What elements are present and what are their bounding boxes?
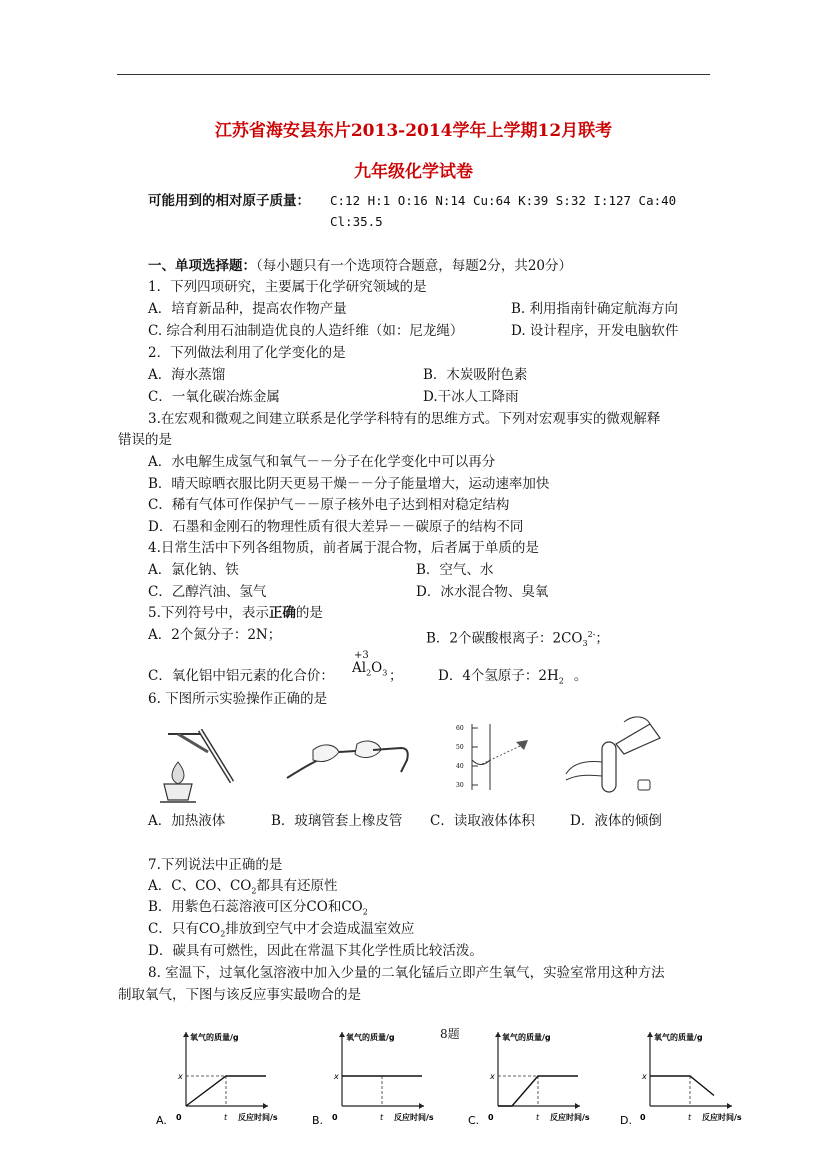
q6-option-d: D．液体的倾倒 bbox=[570, 813, 662, 829]
chart-d-ytick: x bbox=[642, 1072, 647, 1081]
q5-stem-post: 的是 bbox=[295, 605, 323, 621]
chart-c-y-arrow bbox=[495, 1032, 501, 1037]
q5-option-d bbox=[438, 667, 587, 691]
chart-a-option-label: A. bbox=[156, 1114, 167, 1127]
q5-c-formula bbox=[352, 659, 387, 683]
atomic-mass-line2: Cl:35.5 bbox=[330, 214, 383, 229]
q5-stem bbox=[148, 604, 323, 622]
chart-b bbox=[306, 1024, 438, 1136]
chart-a bbox=[150, 1024, 282, 1136]
cyl-tick-50: 50 bbox=[456, 744, 464, 751]
chart-c-xlabel: 反应时间/s bbox=[550, 1113, 590, 1122]
q2-option-d: D.干冰人工降雨 bbox=[423, 389, 519, 405]
cyl-tick-60: 60 bbox=[456, 725, 464, 732]
q5-b-sub: 3 bbox=[582, 639, 588, 649]
q3-stem-2: 错误的是 bbox=[118, 432, 172, 448]
chart-a-xtick: t bbox=[224, 1113, 228, 1122]
chart-a-xlabel: 反应时间/s bbox=[238, 1113, 278, 1122]
chart-d-ylabel: 氧气的质量/g bbox=[654, 1033, 703, 1042]
chart-c-option-label: C. bbox=[468, 1114, 480, 1127]
q5-option-b bbox=[426, 626, 609, 653]
q5-d-sub: 2 bbox=[558, 676, 564, 686]
q8-stem-2: 制取氧气，下图与该反应事实最吻合的是 bbox=[118, 987, 361, 1003]
q4-stem: 4.日常生活中下列各组物质，前者属于混合物，后者属于单质的是 bbox=[148, 540, 539, 556]
chart-d-xtick: t bbox=[688, 1113, 692, 1122]
q5-c-o: O bbox=[371, 660, 383, 676]
atomic-mass-line1: C:12 H:1 O:16 N:14 Cu:64 K:39 S:32 I:127 Ca:40 bbox=[330, 193, 677, 208]
q3-option-b: B．晴天晾晒衣服比阴天更易干燥－－分子能量增大，运动速率加快 bbox=[148, 476, 550, 492]
q5-d-text: D．4个氢原子：2H bbox=[438, 668, 559, 684]
q7-option-c bbox=[148, 920, 414, 944]
q5-stem-pre: 5.下列符号中，表示 bbox=[148, 605, 269, 621]
q5-c-sub2: 3 bbox=[382, 668, 388, 678]
chart-b-xtick: t bbox=[380, 1113, 384, 1122]
q7-option-d: D．碳具有可燃性，因此在常温下其化学性质比较活泼。 bbox=[148, 943, 483, 959]
chart-b-svg bbox=[306, 1024, 438, 1132]
q3-option-a: A．水电解生成氢气和氧气－－分子在化学变化中可以再分 bbox=[148, 454, 496, 470]
section-heading bbox=[148, 257, 572, 275]
heating-liquid-figure bbox=[150, 722, 240, 804]
q4-option-b: B．空气、水 bbox=[416, 562, 494, 578]
q1-option-a: A．培育新品种，提高农作物产量 bbox=[148, 301, 347, 317]
chart-b-option-label: B. bbox=[312, 1114, 324, 1127]
q1-option-b: B. 利用指南针确定航海方向 bbox=[511, 301, 679, 317]
chart-a-ytick: x bbox=[178, 1072, 183, 1081]
q5-c-end: ； bbox=[389, 668, 403, 684]
chart-a-origin: 0 bbox=[176, 1113, 182, 1122]
q8-caption: 8题 bbox=[440, 1027, 460, 1041]
exam-subtitle: 九年级化学试卷 bbox=[354, 162, 473, 182]
chart-c-x-arrow bbox=[575, 1103, 580, 1109]
chart-d-svg bbox=[614, 1024, 746, 1132]
q1-option-c: C. 综合利用石油制造优良的人造纤维（如：尼龙绳） bbox=[148, 323, 464, 339]
q5-option-c: C．氧化铝中铝元素的化合价： bbox=[148, 668, 334, 684]
chart-d-origin: 0 bbox=[640, 1113, 646, 1122]
chart-b-origin: 0 bbox=[332, 1113, 338, 1122]
cyl-tick-30: 30 bbox=[456, 782, 464, 789]
chart-d-option-label: D. bbox=[620, 1114, 632, 1127]
chart-b-y-arrow bbox=[339, 1032, 345, 1037]
chart-d-xlabel: 反应时间/s bbox=[702, 1113, 742, 1122]
q3-stem-1: 3.在宏观和微观之间建立联系是化学学科特有的思维方式。下列对宏观事实的微观解释 bbox=[148, 411, 661, 427]
q5-c-al: Al bbox=[352, 660, 367, 676]
chart-b-ylabel: 氧气的质量/g bbox=[346, 1033, 395, 1042]
q5-c-sub1: 2 bbox=[366, 668, 372, 678]
chart-a-y-arrow bbox=[183, 1032, 189, 1037]
q7-c-sub: 2 bbox=[220, 929, 226, 939]
chart-b-x-arrow bbox=[419, 1103, 424, 1109]
q2-option-c: C．一氧化碳冶炼金属 bbox=[148, 389, 280, 405]
chart-a-ylabel: 氧气的质量/g bbox=[190, 1033, 239, 1042]
chart-c-xtick: t bbox=[536, 1113, 540, 1122]
q7-b-sub: 2 bbox=[362, 907, 368, 917]
q6-stem: 6. 下图所示实验操作正确的是 bbox=[148, 691, 328, 707]
q8-stem-1: 8. 室温下，过氧化氢溶液中加入少量的二氧化锰后立即产生氧气，实验室常用这种方法 bbox=[148, 965, 665, 981]
section-title: 一、单项选择题： bbox=[148, 258, 256, 274]
q4-option-c: C．乙醇汽油、氢气 bbox=[148, 584, 267, 600]
q7-a-post: 都具有还原性 bbox=[256, 878, 338, 894]
chart-b-ytick: x bbox=[334, 1072, 339, 1081]
q2-option-a: A．海水蒸馏 bbox=[148, 367, 226, 383]
q5-b-sup: 2- bbox=[587, 630, 596, 639]
q4-option-d: D．冰水混合物、臭氧 bbox=[416, 584, 549, 600]
chart-c-origin: 0 bbox=[488, 1113, 494, 1122]
q3-option-d: D．石墨和金刚石的物理性质有很大差异－－碳原子的结构不同 bbox=[148, 519, 524, 535]
chart-c-svg bbox=[462, 1024, 594, 1132]
q1-option-d: D. 设计程序，开发电脑软件 bbox=[511, 323, 679, 339]
reading-volume-figure bbox=[448, 720, 538, 792]
chart-a-svg bbox=[150, 1024, 282, 1132]
q6-option-c: C．读取液体体积 bbox=[430, 813, 535, 829]
q7-b-pre: B．用紫色石蕊溶液可区分CO和CO bbox=[148, 899, 363, 915]
atomic-mass-label: 可能用到的相对原子质量： bbox=[148, 193, 310, 209]
q6-option-a: A．加热液体 bbox=[148, 813, 226, 829]
chart-d bbox=[614, 1024, 746, 1136]
q5-c-valence-mark: +3 bbox=[354, 650, 369, 661]
q7-a-pre: A．C、CO、CO bbox=[148, 878, 252, 894]
glass-tube-rubber-figure bbox=[283, 738, 413, 784]
chart-c-ylabel: 氧气的质量/g bbox=[502, 1033, 551, 1042]
cyl-tick-40: 40 bbox=[456, 763, 464, 770]
q5-d-end: 。 bbox=[573, 668, 588, 684]
q5-b-end: ； bbox=[595, 630, 609, 647]
q4-option-a: A．氯化钠、铁 bbox=[148, 562, 239, 578]
q6-option-b: B．玻璃管套上橡皮管 bbox=[271, 813, 403, 829]
chart-d-series bbox=[650, 1076, 714, 1096]
q7-option-b bbox=[148, 898, 368, 922]
q7-c-pre: C．只有CO bbox=[148, 921, 221, 937]
chart-c bbox=[462, 1024, 594, 1136]
chart-d-y-arrow bbox=[647, 1032, 653, 1037]
q2-stem: 2．下列做法利用了化学变化的是 bbox=[148, 345, 346, 361]
chart-a-x-arrow bbox=[263, 1103, 268, 1109]
q5-option-a: A．2个氮分子：2N； bbox=[148, 627, 282, 643]
q7-c-post: 排放到空气中才会造成温室效应 bbox=[225, 921, 415, 937]
chart-c-ytick: x bbox=[490, 1072, 495, 1081]
liquid-pouring-figure bbox=[564, 714, 664, 800]
q5-stem-bold: 正确 bbox=[268, 605, 296, 621]
section-note: （每小题只有一个选项符合题意，每题2分，共20分） bbox=[256, 258, 573, 274]
q5-b-text: B．2个碳酸根离子：2CO bbox=[426, 630, 583, 647]
q2-option-b: B．木炭吸附色素 bbox=[423, 367, 528, 383]
q1-stem: 1．下列四项研究，主要属于化学研究领域的是 bbox=[148, 279, 427, 295]
chart-d-x-arrow bbox=[727, 1103, 732, 1109]
q7-a-sub: 2 bbox=[251, 886, 257, 896]
exam-title: 江苏省海安县东片2013-2014学年上学期12月联考 bbox=[214, 121, 613, 141]
q7-stem: 7.下列说法中正确的是 bbox=[148, 857, 283, 873]
q3-option-c: C．稀有气体可作保护气－－原子核外电子达到相对稳定结构 bbox=[148, 497, 510, 513]
chart-b-xlabel: 反应时间/s bbox=[394, 1113, 434, 1122]
header-rule bbox=[117, 74, 710, 75]
